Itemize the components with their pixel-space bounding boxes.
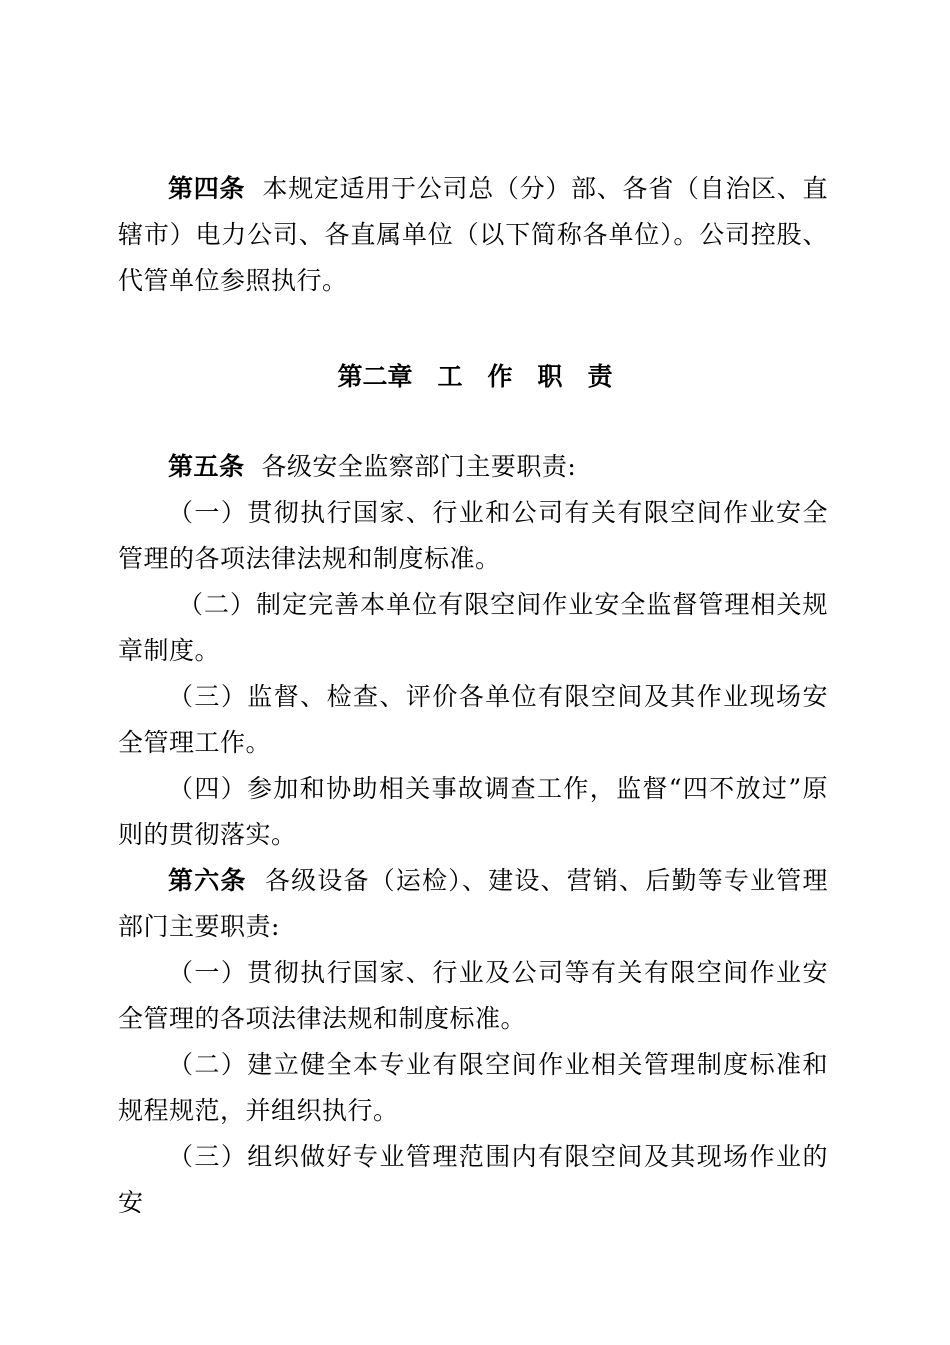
article-5-6-section [118, 444, 828, 1226]
article-4-section [118, 166, 828, 304]
article-4-text: 本规定适用于公司总（分）部、各省（自治区、直辖市）电力公司、各直属单位（以下简称各单位）。公司控股、代管单位参照执行。 [118, 174, 828, 295]
article-5-item-3: （三）监督、检查、评价各单位有限空间及其作业现场安全管理工作。 [118, 682, 828, 757]
article-5-item-2: （二）制定完善本单位有限空间作业安全监督管理相关规章制度。 [118, 590, 828, 665]
article-6-label: 第六条 [168, 866, 247, 895]
chapter-2-title: 第二章 工 作 职 责 [337, 362, 613, 391]
article-5-text: 各级安全监察部门主要职责: [261, 452, 577, 481]
article-6-paragraph [118, 858, 828, 950]
article-6-item-3: （三）组织做好专业管理范围内有限空间及其现场作业的安 [118, 1142, 828, 1217]
article-5-item-1: （一）贯彻执行国家、行业和公司有关有限空间作业安全管理的各项法律法规和制度标准。 [118, 498, 828, 573]
article-4-paragraph [118, 166, 828, 304]
article-6-item-1: （一）贯彻执行国家、行业及公司等有关有限空间作业安全管理的各项法律法规和制度标准。 [118, 958, 828, 1033]
article-5-item-4: （四）参加和协助相关事故调查工作，监督“四不放过”原则的贯彻落实。 [118, 774, 828, 849]
article-4-label: 第四条 [168, 174, 246, 203]
article-5-paragraph [118, 444, 828, 490]
article-6-text: 各级设备（运检）、建设、营销、后勤等专业管理部门主要职责: [118, 866, 828, 941]
article-5-label: 第五条 [168, 452, 245, 481]
article-6-item-2: （二）建立健全本专业有限空间作业相关管理制度标准和规程规范，并组织执行。 [118, 1050, 828, 1125]
